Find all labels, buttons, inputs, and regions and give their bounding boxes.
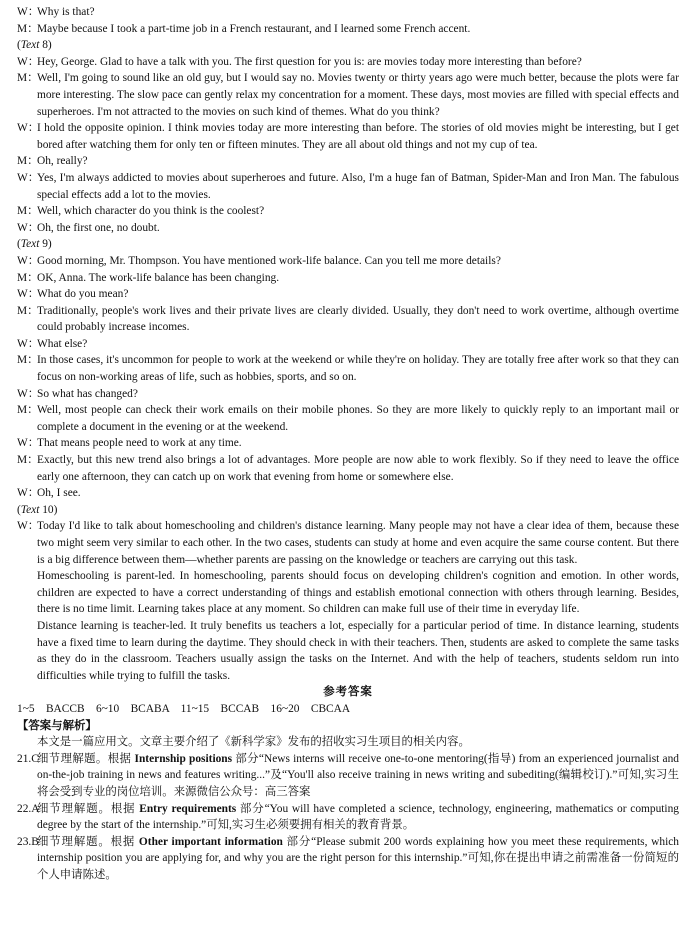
dialogue-line [17, 54, 679, 71]
utterance: OK, Anna. The work-life balance has been changing. [37, 271, 280, 284]
utterance: Well, I'm going to sound like an old guy, but I would say no. Movies twenty or thirty years ago were much better, because the plots were far more interesting. The slow pace can gently relax my concentration for a moment. These days, most movies are filled with special effects and superheroes. I'm not attracted to the movies on such kind of themes. What do you think? [37, 72, 679, 118]
question-answer: 22.A [17, 802, 40, 815]
explanation-item [17, 801, 679, 834]
speaker: W： [17, 437, 40, 450]
question-type: 细节理解题。根据 [37, 752, 132, 765]
section-name: Other important information [138, 835, 283, 848]
utterance: Oh, the first one, no doubt. [37, 221, 160, 234]
speaker: M： [17, 404, 39, 417]
utterance: Well, most people can check their work emails on their mobile phones. So they are more likely to quickly reply to an important mail or complete a document in the evening or at the weekend. [37, 404, 679, 433]
dialogue-line [17, 21, 679, 38]
utterance: Well, which character do you think is the coolest? [37, 205, 265, 218]
speaker: M： [17, 454, 39, 467]
utterance: Exactly, but this new trend also brings a lot of advantages. More people are now able to work flexibly. So if they need to leave the office early one afternoon, they can catch up on work that evening from home or somewhere else. [37, 454, 679, 483]
monologue-paragraph: Homeschooling is parent-led. In homeschooling, parents should focus on developing children's cognition and emotion. In other words, children are expected to have a correct understanding of things and establish emotional connection with others through learning. Besides, there is no time limit. Learning takes place at any moment. So children can make full use of their time in everyday life. [37, 570, 679, 616]
explanation-item [17, 751, 679, 801]
explanation-body: 部分“News interns will receive one-to-one mentoring(指导) from an experienced journalist and on-the-job training in news and features writing...”及“You'll also receive training in news writing and subediting(编辑校订).”可知,实习生将会受到专业的岗位培训。来源微信公众号：高三答案 [37, 752, 679, 798]
utterance: Oh, really? [37, 155, 88, 168]
dialogue-line [17, 203, 679, 220]
speaker: W： [17, 487, 40, 500]
speaker: W： [17, 221, 40, 234]
dialogue-line [17, 153, 679, 170]
explanation-item [17, 834, 679, 884]
question-answer: 23.B [17, 835, 39, 848]
utterance: What do you mean? [37, 288, 129, 301]
dialogue-line [17, 352, 679, 385]
speaker: M： [17, 155, 39, 168]
text10-monologue [17, 518, 679, 684]
speaker: W： [17, 337, 40, 350]
utterance: In those cases, it's uncommon for people to work at the weekend or while they're on holiday. They are totally free after work so that they can focus on non-working areas of life, such as hobbies, sports, and so on. [37, 354, 679, 384]
dialogue-line [17, 386, 679, 403]
section-name: Internship positions [134, 752, 233, 765]
dialogue-line [17, 270, 679, 287]
explanation-body: 部分“Please submit 200 words explaining how you meet these requirements, which internship position you are applying for, and why you are the right person for this internship.”可知,你在提出申请之前需准备一份简短的个人申请陈述。 [37, 835, 679, 881]
speaker: W： [17, 55, 40, 68]
dialogue-line [17, 336, 679, 353]
dialogue-top [17, 4, 679, 37]
dialogue-line [17, 435, 679, 452]
utterance: That means people need to work at any time. [37, 437, 242, 450]
monologue-paragraph [17, 518, 679, 568]
speaker: M： [17, 271, 39, 284]
utterance: So what has changed? [37, 387, 138, 400]
utterance: Oh, I see. [37, 487, 81, 500]
analysis-heading: 【答案与解析】 [17, 719, 97, 732]
utterance: I hold the opposite opinion. I think movies today are more interesting than before. The stories of old movies might be interesting, but I get bored after watching them for only ten or fifteen minutes. They are all about old things and not my cup of tea. [37, 122, 679, 151]
speaker: M： [17, 354, 39, 367]
question-answer: 21.C [17, 752, 39, 765]
dialogue-line [17, 70, 679, 120]
dialogue-line [17, 485, 679, 502]
speaker: W： [17, 254, 40, 267]
text9-heading: (Text 9) [17, 238, 52, 251]
speaker: M： [17, 72, 39, 85]
utterance: Traditionally, people's work lives and their private lives are clearly divided. Usually, they don't need to work overtime, although overtime could probably increase incomes. [37, 304, 679, 334]
utterance: Good morning, Mr. Thompson. You have mentioned work-life balance. Can you tell me more details? [37, 254, 501, 267]
speaker: W： [17, 6, 40, 18]
explanations [17, 751, 679, 884]
dialogue-line [17, 253, 679, 270]
section-name: Entry requirements [139, 802, 237, 815]
speaker: W： [17, 520, 40, 533]
paragraph-text: Today I'd like to talk about homeschooling and children's distance learning. Many people may not have a clear idea of them, because these two might seem very similar to each other. In the two cases, students can study at home and even acquire the same course content. But there is a big difference between them—whether parents are passing on the knowledge or teachers are carrying out this task. [37, 520, 679, 566]
text9-dialogue [17, 253, 679, 502]
text10-heading: (Text 10) [17, 503, 58, 516]
dialogue-line [17, 120, 679, 153]
answers-heading: 参考答案 [323, 686, 373, 699]
utterance: Hey, George. Glad to have a talk with you. The first question for you is: are movies today more interesting than before? [37, 55, 582, 68]
dialogue-line [17, 170, 679, 203]
text8-dialogue [17, 54, 679, 237]
dialogue-line [17, 286, 679, 303]
dialogue-line [17, 303, 679, 336]
monologue-paragraph: Distance learning is teacher-led. It truly benefits us teachers a lot, especially for a particular period of time. In distance learning, students have a fixed time to learn during the daytime. They should check in with their teachers. Then, students are asked to complete the same tasks as they do in the classroom. Teachers usually assign the tasks on the Internet. And with the help of teachers, students seldom run into difficulties while trying to fulfill the tasks. [37, 619, 679, 682]
utterance: Yes, I'm always addicted to movies about superheroes and future. Also, I'm a huge fan of Batman, Spider-Man and Iron Man. The fabulous special effects add a lot to the movies. [37, 171, 679, 201]
speaker: M： [17, 22, 39, 35]
speaker: M： [17, 205, 39, 218]
utterance: Why is that? [37, 6, 95, 18]
speaker: W： [17, 122, 40, 135]
dialogue-line [17, 220, 679, 237]
text8-heading: (Text 8) [17, 39, 52, 52]
dialogue-line [17, 4, 679, 21]
speaker: W： [17, 387, 40, 400]
dialogue-line [17, 452, 679, 485]
analysis-intro: 本文是一篇应用文。文章主要介绍了《新科学家》发布的招收实习生项目的相关内容。 [37, 736, 470, 749]
answer-key: 1~5 BACCB 6~10 BCABA 11~15 BCCAB 16~20 CBCAA [17, 702, 351, 715]
speaker: M： [17, 304, 39, 317]
explanation-body: 部分“You will have completed a science, technology, engineering, mathematics or computing degree by the start of the internship.”可知,实习生必须要拥有相关的教育背景。 [37, 802, 679, 832]
utterance: What else? [37, 337, 88, 350]
speaker: W： [17, 288, 40, 301]
question-type: 细节理解题。根据 [37, 802, 136, 815]
question-type: 细节理解题。根据 [37, 835, 136, 848]
utterance: Maybe because I took a part-time job in a French restaurant, and I learned some French accent. [37, 22, 471, 35]
speaker: W： [17, 171, 40, 184]
dialogue-line [17, 402, 679, 435]
